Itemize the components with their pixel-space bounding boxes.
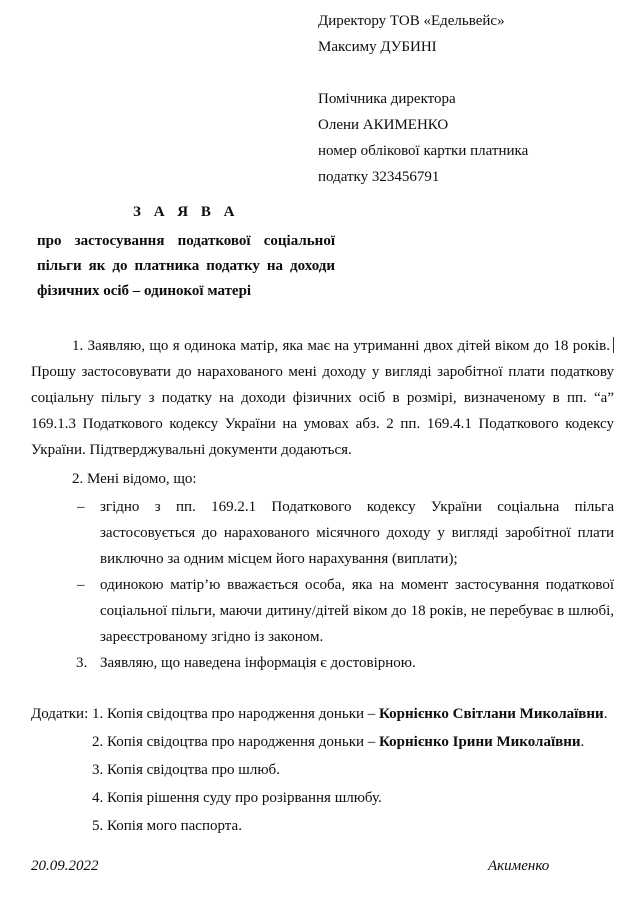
signature: Акименко — [488, 858, 550, 874]
document-footer — [31, 855, 614, 881]
attachment-text: Копія свідоцтва про народження доньки – — [107, 734, 380, 750]
addressee-spacer — [318, 60, 618, 86]
attachment-number: 3. — [92, 762, 104, 778]
addressee-line-director-name: Максиму ДУБИНІ — [318, 39, 437, 55]
paragraph-1-sentence-rest: Прошу застосовувати до нарахованого мені доходу у вигляді заробітної плати податкову соціальну пільгу з податку на доходи фізичних осіб в розмірі, визначеному в пп. “а” 169.1.3 Податкового кодексу України на умовах абз. 2 пп. 169.4.1 Податкового кодексу України. Підтверджувальні документи додаються. — [31, 364, 614, 458]
attachments-first-row — [31, 700, 614, 728]
document-date: 20.09.2022 — [31, 858, 99, 874]
attachment-number: 5. — [92, 818, 104, 834]
list-item — [31, 756, 614, 784]
attachment-text: Копія мого паспорта. — [107, 818, 242, 834]
list-item-text: одинокою матір’ю вважається особа, яка на момент застосування податкової соціальної пільги, маючи дитину/дітей віком до 18 років, не перебуває в шлюбі, зареєстрованому згідно із законом. — [100, 577, 614, 645]
applicant-line-position: Помічника директора — [318, 91, 456, 107]
paragraph-2: 2. Мені відомо, що: — [72, 471, 197, 487]
addressee-line-director: Директору ТОВ «Едельвейс» — [318, 13, 505, 29]
list-item — [31, 650, 614, 676]
list-item-number: 3. — [76, 655, 88, 671]
list-item — [31, 784, 614, 812]
bullet-dash-icon: – — [77, 577, 85, 593]
attachment-text: Копія рішення суду про розірвання шлюбу. — [107, 790, 382, 806]
list-item — [31, 494, 614, 572]
attachments-list — [31, 728, 614, 840]
paragraph-1 — [31, 333, 614, 463]
list-item-text: Заявляю, що наведена інформація є достовірною. — [100, 655, 416, 671]
applicant-line-taxcard-1: номер облікової картки платника — [318, 143, 529, 159]
attachment-number: 1. — [92, 706, 104, 722]
attachment-number: 4. — [92, 790, 104, 806]
document-body — [31, 333, 614, 676]
bullet-dash-icon: – — [77, 499, 85, 515]
attachment-text: Копія свідоцтва про народження доньки – — [107, 706, 380, 722]
attachment-person-name: Корнієнко Ірини Миколаївни — [379, 734, 581, 750]
subtitle-line-1: про застосування податкової соціальної — [37, 233, 335, 249]
attachments-block — [31, 700, 614, 840]
subtitle-line-2: пільги як до платника податку на доходи — [37, 258, 335, 274]
addressee-block — [318, 8, 618, 190]
attachment-text-after: . — [580, 734, 585, 750]
subtitle-line-3: фізичних осіб – одинокої матері — [37, 283, 252, 299]
list-item-text: згідно з пп. 169.2.1 Податкового кодексу України соціальна пільга застосовується до нарахованого місячного доходу у вигляді заробітної плати виключно за одним місцем його нарахування (виплати); — [100, 499, 614, 567]
list-item — [31, 572, 614, 650]
title-block — [37, 200, 335, 304]
applicant-line-taxcard-2: податку 323456791 — [318, 169, 440, 185]
list-item — [31, 728, 614, 756]
applicant-line-name: Олени АКИМЕНКО — [318, 117, 449, 133]
document-title: З А Я В А — [133, 204, 239, 220]
attachment-text: Копія свідоцтва про шлюб. — [107, 762, 280, 778]
attachment-number: 2. — [92, 734, 104, 750]
attachment-text-after: . — [603, 706, 608, 722]
paragraph-1-sentence-1: 1. Заявляю, що я одинока матір, яка має на утриманні двох дітей віком до 18 років. — [72, 338, 610, 354]
conditions-list — [31, 494, 614, 676]
document-subtitle — [37, 229, 335, 304]
attachments-label: Додатки: — [31, 706, 89, 722]
attachment-person-name: Корнієнко Світлани Миколаївни — [379, 706, 604, 722]
list-item — [31, 812, 614, 840]
text-caret[interactable] — [613, 337, 614, 353]
